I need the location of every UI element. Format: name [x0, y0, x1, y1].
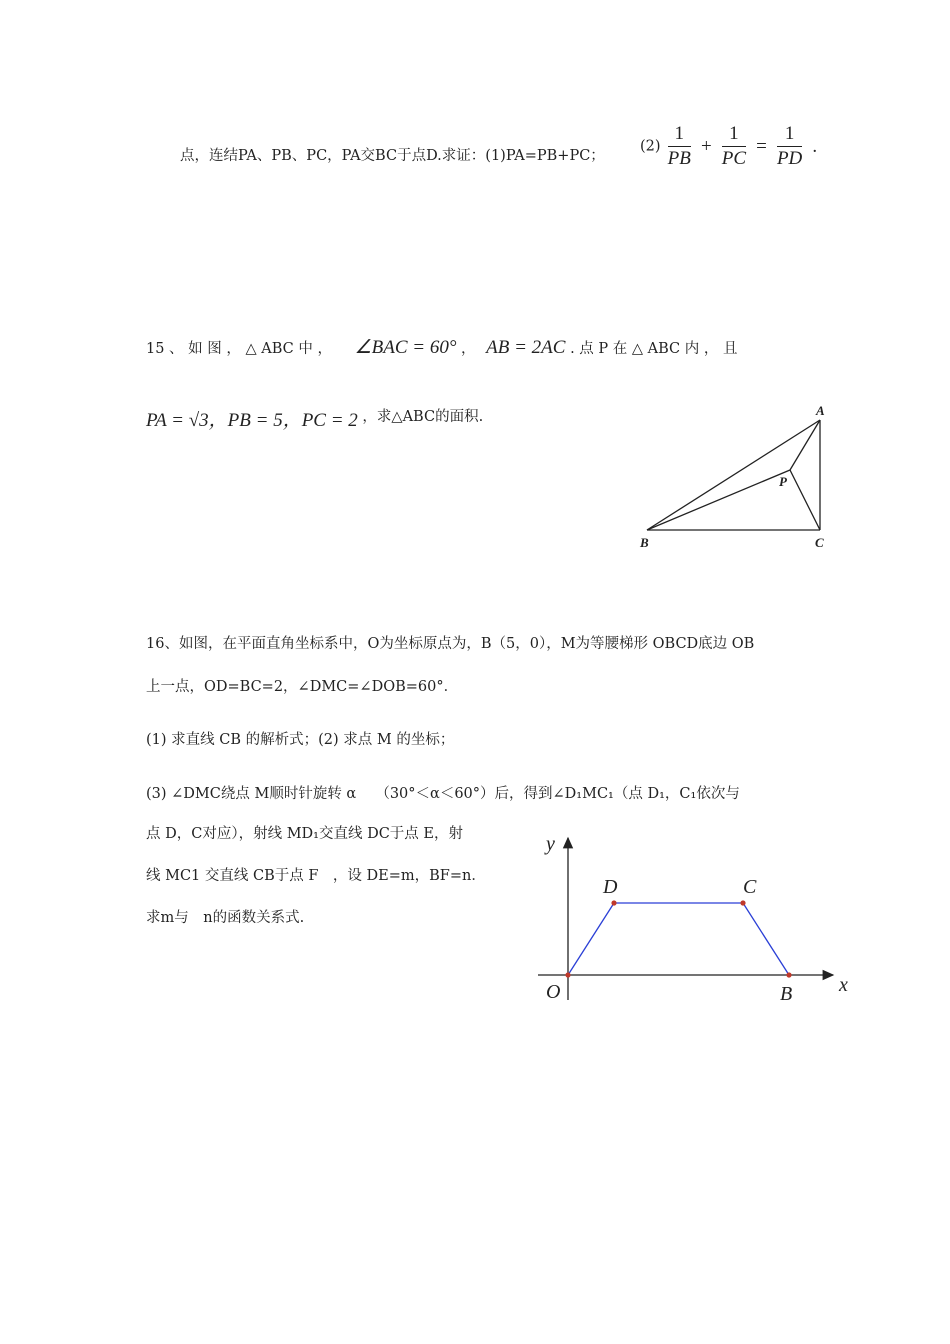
frac1-numerator: 1: [668, 122, 691, 147]
problem16-line1: 16、如图，在平面直角坐标系中，O为坐标原点为，B（5，0），M为等腰梯形 OBCD底边 OB: [146, 636, 755, 652]
segment-pc: [790, 470, 820, 530]
problem16-line4: (3) ∠DMC绕点 M顺时针旋转 α （30°＜α＜60°）后，得到∠D₁MC₁（点 D₁，C₁依次与: [146, 786, 740, 802]
frac3-denominator: PD: [776, 148, 803, 169]
problem16-line5: 点 D，C对应），射线 MD₁交直线 DC于点 E，射: [146, 826, 463, 842]
segment-pa: [790, 420, 820, 470]
segment-od: [568, 903, 614, 975]
period: .: [812, 135, 818, 157]
angle-condition: ∠BAC = 60°: [354, 337, 457, 358]
point-d: [611, 900, 616, 905]
problem15-prefix: 15 、 如 图 ， △ ABC 中 ，: [146, 341, 332, 357]
label-y: y: [546, 833, 555, 855]
label-p: P: [779, 474, 787, 489]
label-a: A: [816, 403, 825, 418]
lengths-condition: PA = √3，PB = 5，PC = 2: [146, 410, 358, 431]
label-b: B: [780, 983, 793, 1005]
problem15-mid: . 点 P 在 △ ABC 内 ， 且: [570, 341, 738, 357]
edge-ab: [647, 420, 820, 530]
point-o: [565, 972, 570, 977]
part2-label: (2): [640, 138, 661, 155]
frac2-numerator: 1: [722, 122, 746, 147]
plus-sign: +: [700, 135, 712, 157]
trapezoid-figure: [530, 828, 860, 1008]
fraction-1-over-pd: [777, 122, 802, 171]
problem15-ask: ，求△ABC的面积.: [362, 409, 484, 425]
problem16-line2: 上一点，OD=BC=2，∠DMC=∠DOB=60°．: [146, 679, 459, 695]
problem16-line6: 线 MC1 交直线 CB于点 F ，设 DE=m，BF=n．: [146, 868, 486, 884]
frac2-denominator: PC: [721, 148, 747, 169]
problem15-line1: [146, 336, 737, 359]
segment-pb: [647, 470, 790, 530]
segment-cb: [743, 903, 789, 975]
fraction-1-over-pc: [722, 122, 746, 171]
label-o: O: [546, 981, 561, 1003]
problem16-line7: 求m与 n的函数关系式.: [146, 910, 305, 926]
problem15-line2: [146, 405, 483, 432]
label-b: B: [640, 535, 649, 550]
triangle-figure: [630, 400, 840, 555]
problem14-text: 点，连结PA、PB、PC，PA交BC于点D.求证：(1)PA=PB+PC；: [180, 148, 605, 164]
frac1-denominator: PB: [667, 148, 691, 169]
label-c: C: [815, 535, 824, 550]
point-b: [786, 972, 791, 977]
point-c: [740, 900, 745, 905]
comma: ，: [461, 341, 476, 357]
label-d: D: [603, 876, 618, 898]
ab-condition: AB = 2AC: [486, 337, 566, 358]
equals-sign: =: [756, 135, 767, 157]
problem16-line3: (1) 求直线 CB 的解析式；(2) 求点 M 的坐标；: [146, 732, 455, 748]
label-x: x: [839, 974, 848, 996]
fraction-1-over-pb: [668, 122, 691, 171]
frac3-numerator: 1: [777, 122, 802, 147]
label-c: C: [743, 876, 757, 898]
problem14-part2: [640, 122, 820, 171]
